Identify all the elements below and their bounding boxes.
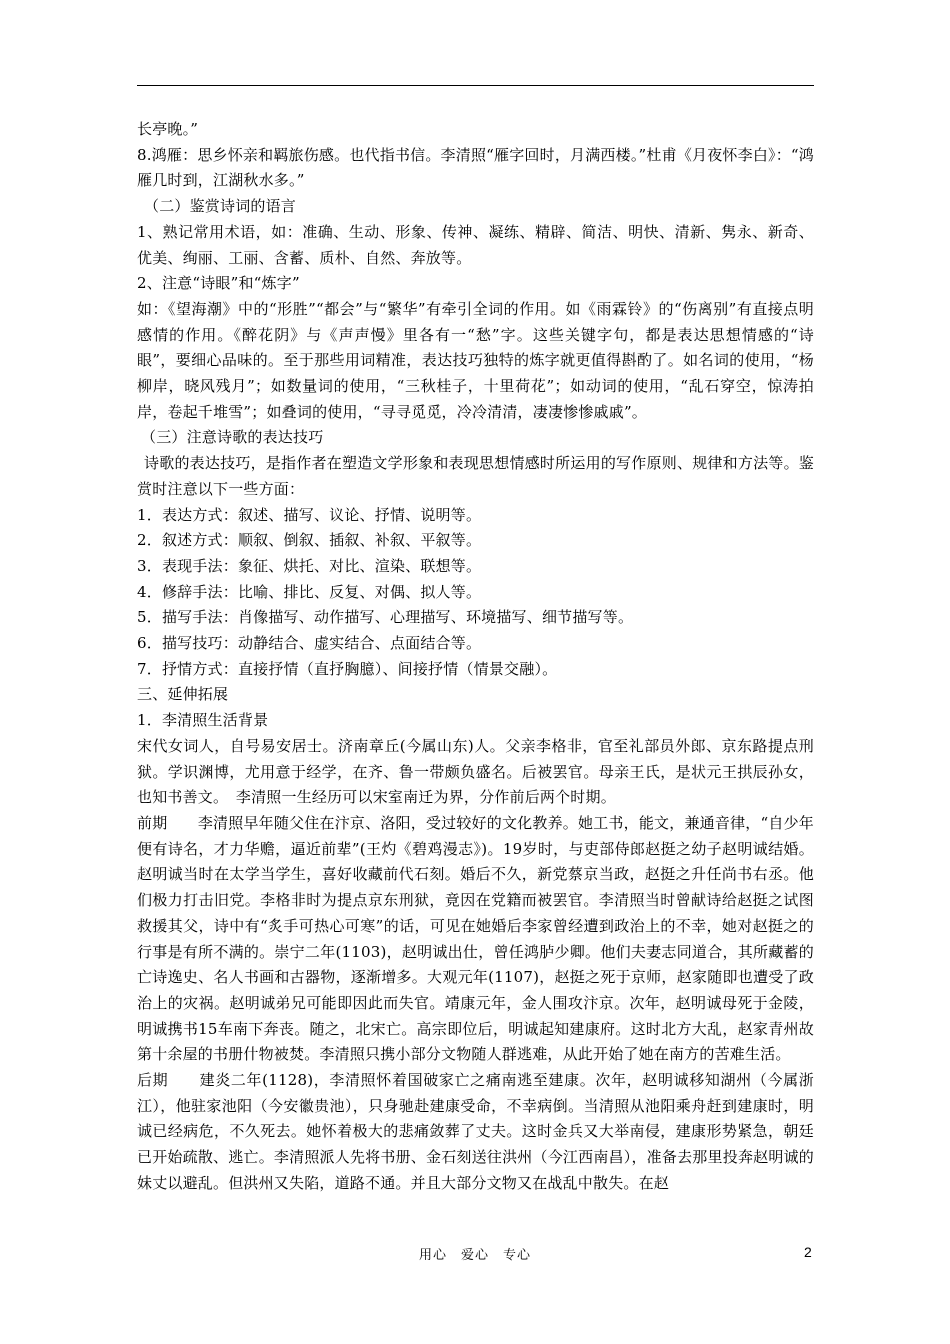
paragraph: 1、熟记常用术语，如：准确、生动、形象、传神、凝练、精辟、简洁、明快、清新、隽永、新奇、优美、绚丽、工丽、含蓄、质朴、自然、奔放等。 (137, 222, 814, 267)
list-item: 2．叙述方式：顺叙、倒叙、插叙、补叙、平叙等。 (137, 531, 482, 550)
list-item: 3．表现手法：象征、烘托、对比、渲染、联想等。 (137, 556, 482, 575)
paragraph: 长亭晚。” (137, 120, 199, 138)
section-heading: 三、延伸拓展 (137, 685, 229, 704)
list-item: 1．表达方式：叙述、描写、议论、抒情、说明等。 (137, 505, 482, 524)
paragraph: 2、注意“诗眼”和“炼字” (137, 274, 300, 293)
paragraph: 如：《望海潮》中的“形胜”“都会”与“繁华”有牵引全词的作用。如《雨霖铃》的“伤离别”有直接点明感情的作用。《醉花阴》与《声声慢》里各有一“愁”字。这些关键字句，都是表达思想情感的“诗眼”，要细心品味的。至于那些用词精准，表达技巧独特的炼字就更值得斟酌了。如名词的使用，“杨柳岸，晓风残月”；如数量词的使用，“三秋桂子，十里荷花”；如动词的使用，“乱石穿空，惊涛拍岸，卷起千堆雪”；如叠词的使用，“寻寻觅觅，冷冷清清，凄凄惨惨戚戚”。 (137, 299, 814, 421)
section-heading: （二）鉴赏诗词的语言 (144, 197, 297, 216)
paragraph: 前期 李清照早年随父住在汴京、洛阳，受过较好的文化教养。她工书，能文，兼通音律，“自少年便有诗名，才力华赡，逼近前辈”(王灼《碧鸡漫志》)。19岁时，与吏部侍郎赵挺之幼子赵明诚结婚。赵明诚当时在太学当学生，喜好收藏前代石刻。婚后不久，新党蔡京当政，赵挺之升任尚书右丞。他们极力打击旧党。李格非时为提点京东刑狱，竟因在党籍而被罢官。李清照当时曾献诗给赵挺之试图救援其父，诗中有“炙手可热心可寒”的话，可见在她婚后李家曾经遭到政治上的不幸，她对赵挺之的行事是有所不满的。崇宁二年(1103)，赵明诚出仕，曾任鸿胪少卿。他们夫妻志同道合，其所藏蓄的亡诗逸史、名人书画和古器物，逐渐增多。大观元年(1107)，赵挺之死于京师，赵家随即也遭受了政治上的灾祸。赵明诚弟兄可能即因此而失官。靖康元年，金人围攻汴京。次年，赵明诚母死于金陵，明诚携书15车南下奔丧。随之，北宋亡。高宗即位后，明诚起知建康府。这时北方大乱，赵家青州故第十余屋的书册什物被焚。李清照只携小部分文物随人群逃难，从此开始了她在南方的苦难生活。 (137, 813, 814, 1064)
paragraph: 后期 建炎二年(1128)，李清照怀着国破家亡之痛南逃至建康。次年，赵明诚移知湖州（今属浙江），他驻家池阳（今安徽贵池），只身驰赴建康受命，不幸病倒。当清照从池阳乘舟赶到建康时，明诚已经病危，不久死去。她怀着极大的悲痛敛葬了丈夫。这时金兵又大举南侵，建康形势紧急，朝廷已开始疏散、逃亡。李清照派人先将书册、金石刻送往洪州（今江西南昌），准备去那里投奔赵明诚的妹丈以避乱。但洪州又失陷，道路不通。并且大部分文物又在战乱中散失。在赵 (137, 1071, 814, 1192)
list-item: 7．抒情方式：直接抒情（直抒胸臆）、间接抒情（情景交融）。 (137, 659, 558, 678)
list-item: 5．描写手法：肖像描写、动作描写、心理描写、环境描写、细节描写等。 (137, 608, 634, 627)
list-item: 6．描写技巧：动静结合、虚实结合、点面结合等。 (137, 634, 482, 653)
paragraph: 诗歌的表达技巧，是指作者在塑造文学形象和表现思想情感时所运用的写作原则、规律和方法等。鉴赏时注意以下一些方面： (137, 454, 814, 498)
page-footer (0, 1244, 950, 1264)
header-rule (137, 85, 814, 86)
footer-slogan: 用心 爱心 专心 (418, 1248, 531, 1263)
paragraph: 8.鸿雁：思乡怀亲和羁旅伤感。也代指书信。李清照“雁字回时，月满西楼。”杜甫《月夜怀李白》：“鸿雁几时到，江湖秋水多。” (137, 145, 814, 190)
list-item: 4．修辞手法：比喻、排比、反复、对偶、拟人等。 (137, 582, 482, 601)
section-heading: （三）注意诗歌的表达技巧 (141, 428, 324, 447)
paragraph: 宋代女词人，自号易安居士。济南章丘(今属山东)人。父亲李格非，官至礼部员外郎、京东路提点刑狱。学识渊博，尤用意于经学，在齐、鲁一带颇负盛名。后被罢官。母亲王氏，是状元王拱辰孙女，也知书善文。 李清照一生经历可以宋室南迁为界，分作前后两个时期。 (137, 736, 814, 807)
page-number: 2 (804, 1244, 812, 1260)
subsection-heading: 1．李清照生活背景 (137, 711, 269, 730)
page-body (137, 117, 814, 1197)
